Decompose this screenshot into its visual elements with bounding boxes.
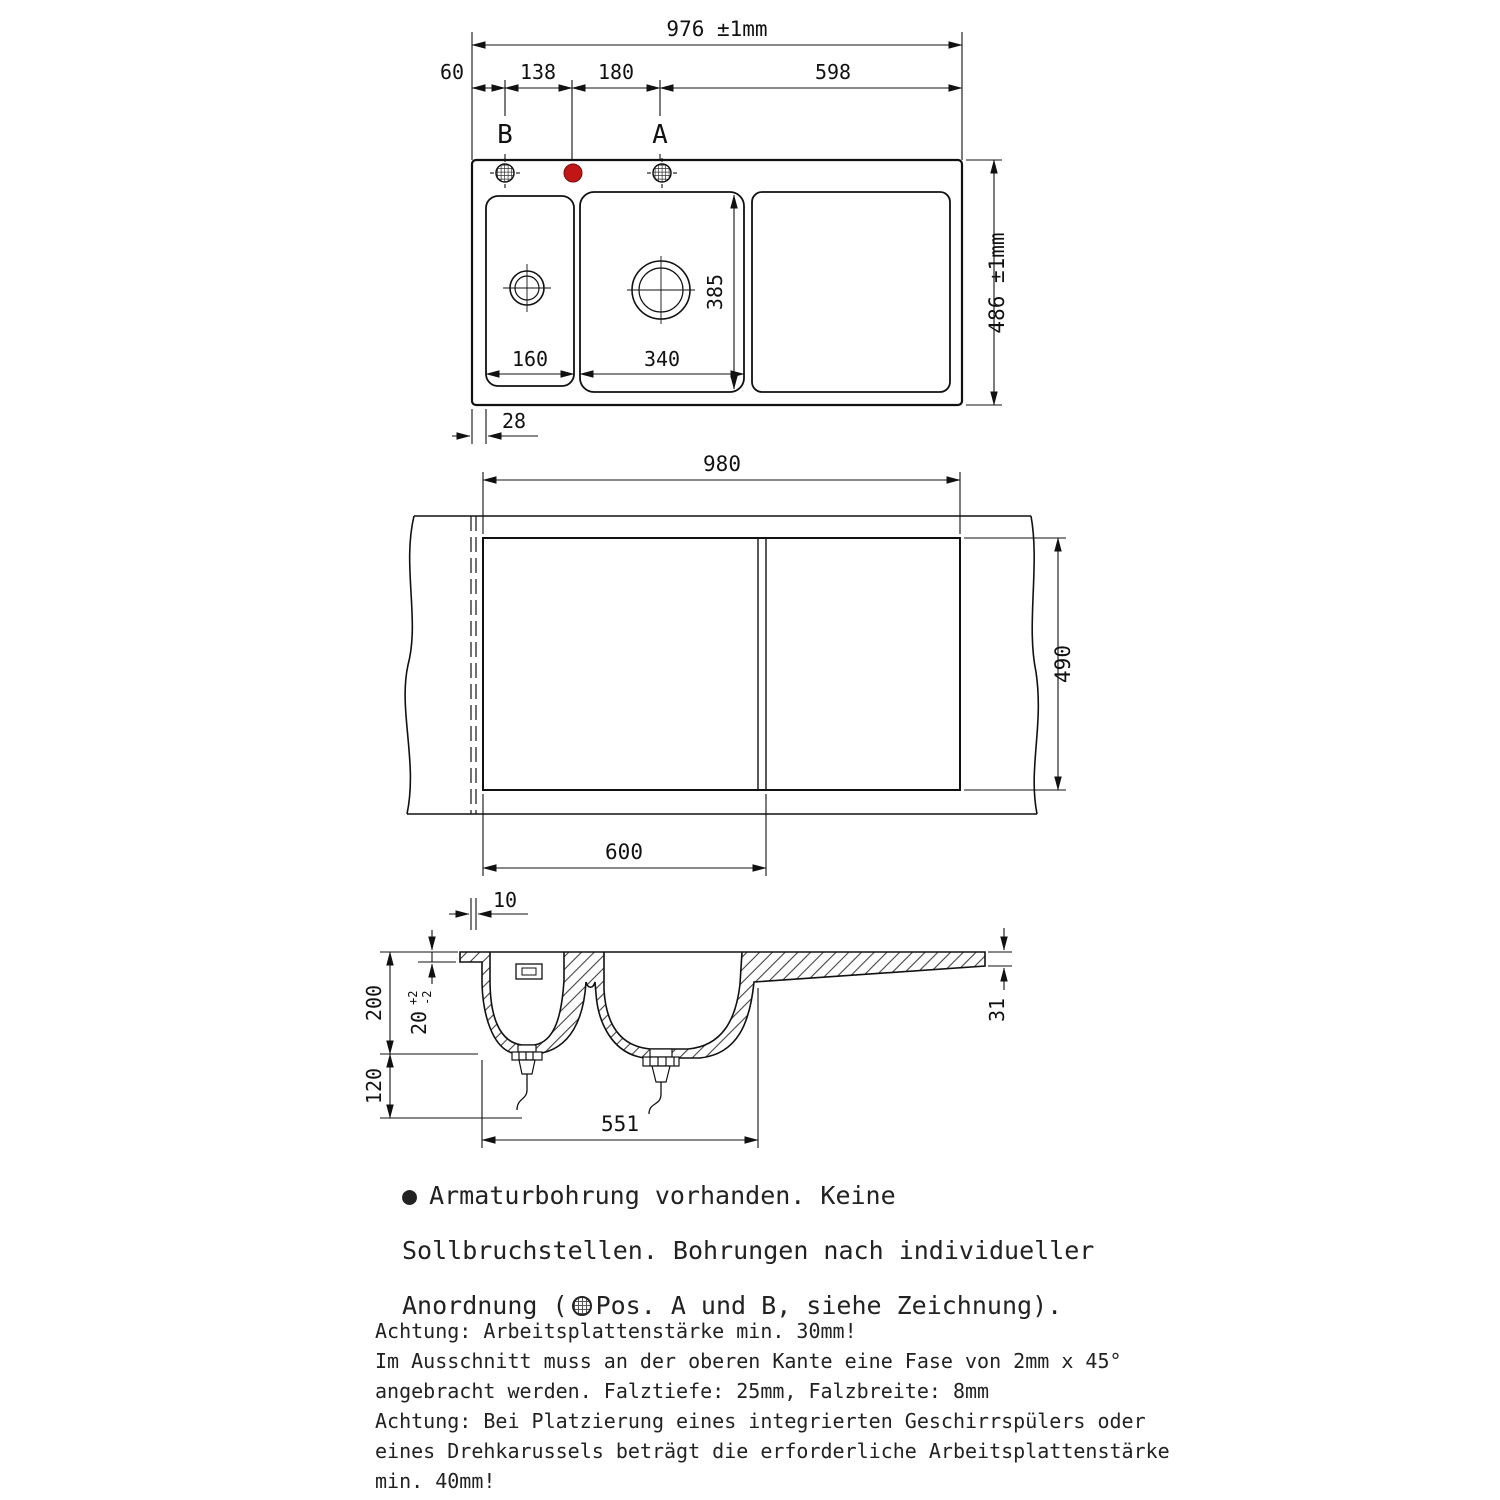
hatched-circle-icon bbox=[572, 1296, 592, 1316]
dim-label-486: 486 ±1mm bbox=[985, 232, 1009, 334]
dim-label-28: 28 bbox=[501, 409, 527, 433]
dim-cutout-width bbox=[483, 452, 960, 534]
dim-label-980: 980 bbox=[703, 452, 741, 476]
dim-label-600: 600 bbox=[605, 840, 643, 864]
top-view bbox=[440, 17, 1009, 444]
dim-cutout-depth bbox=[964, 538, 1075, 790]
dim-drainboard-thickness bbox=[985, 928, 1012, 1022]
dim-label-551: 551 bbox=[601, 1112, 639, 1136]
note-small-line1: Achtung: Arbeitsplattenstärke min. 30mm! bbox=[375, 1319, 857, 1343]
note-small-line2: Im Ausschnitt muss an der oberen Kante eine Fase von 2mm x 45° bbox=[375, 1349, 1122, 1373]
note-main-line2: Sollbruchstellen. Bohrungen nach individueller bbox=[402, 1236, 1095, 1265]
tap-hole-section bbox=[516, 964, 542, 979]
dim-label-138: 138 bbox=[519, 60, 557, 84]
countertop-outline bbox=[405, 516, 1038, 814]
dim-label-31: 31 bbox=[985, 997, 1009, 1023]
dim-zone-600 bbox=[483, 794, 766, 876]
note-small-line4: Achtung: Bei Platzierung eines integrierten Geschirrspülers oder bbox=[375, 1409, 1146, 1433]
drain-strainer-small bbox=[512, 1045, 542, 1110]
tol-plus-label: +2 bbox=[406, 990, 420, 1005]
note-main-line3-prefix: Anordnung ( bbox=[402, 1291, 568, 1320]
dim-label-180: 180 bbox=[597, 60, 635, 84]
dim-rim-thickness-group bbox=[406, 991, 434, 1035]
tol-minus-label: -2 bbox=[420, 990, 434, 1005]
cutout-rect bbox=[483, 538, 960, 790]
dim-label-10: 10 bbox=[492, 888, 518, 912]
section-left-dims bbox=[362, 930, 522, 1118]
filled-circle-icon: ● bbox=[402, 1181, 418, 1210]
hole-position-leaders bbox=[497, 80, 668, 163]
note-small-line3: angebracht werden. Falztiefe: 25mm, Falzbreite: 8mm bbox=[375, 1379, 990, 1403]
hole-label-a: A bbox=[652, 120, 668, 150]
dim-falz-10 bbox=[449, 888, 528, 930]
note-small-line6: min. 40mm! bbox=[375, 1469, 496, 1493]
dim-edge-offset bbox=[452, 409, 538, 444]
falz-dashed-lines bbox=[471, 516, 476, 814]
cutout-view bbox=[405, 452, 1075, 876]
zone-divider-lines bbox=[758, 538, 766, 790]
drain-strainer-large bbox=[643, 1049, 679, 1114]
dim-label-160: 160 bbox=[511, 347, 549, 371]
dim-label-200: 200 bbox=[362, 984, 386, 1022]
note-main-line3-suffix: Pos. A und B, siehe Zeichnung). bbox=[595, 1291, 1063, 1320]
dim-label-120: 120 bbox=[362, 1067, 386, 1105]
dim-overall-depth bbox=[966, 160, 1009, 405]
dim-label-20: 20 bbox=[407, 1010, 431, 1035]
dim-label-598: 598 bbox=[814, 60, 852, 84]
note-small-line5: eines Drehkarussels beträgt die erforderliche Arbeitsplattenstärke bbox=[375, 1439, 1170, 1463]
dim-label-490: 490 bbox=[1051, 645, 1075, 683]
dim-segment-row bbox=[440, 60, 962, 88]
note-armaturbohrung bbox=[402, 1168, 1094, 1333]
dim-label-340: 340 bbox=[643, 347, 681, 371]
hole-label-b: B bbox=[497, 120, 513, 150]
note-achtung-block bbox=[375, 1316, 1170, 1496]
section-view bbox=[362, 888, 1012, 1148]
faucet-hole-existing bbox=[564, 164, 582, 182]
dim-label-976: 976 ±1mm bbox=[666, 17, 768, 41]
note-main-line1: Armaturbohrung vorhanden. Keine bbox=[429, 1181, 896, 1210]
dim-label-60: 60 bbox=[439, 60, 465, 84]
dim-label-385: 385 bbox=[703, 273, 727, 311]
note-main-line1-row bbox=[402, 1168, 1094, 1223]
